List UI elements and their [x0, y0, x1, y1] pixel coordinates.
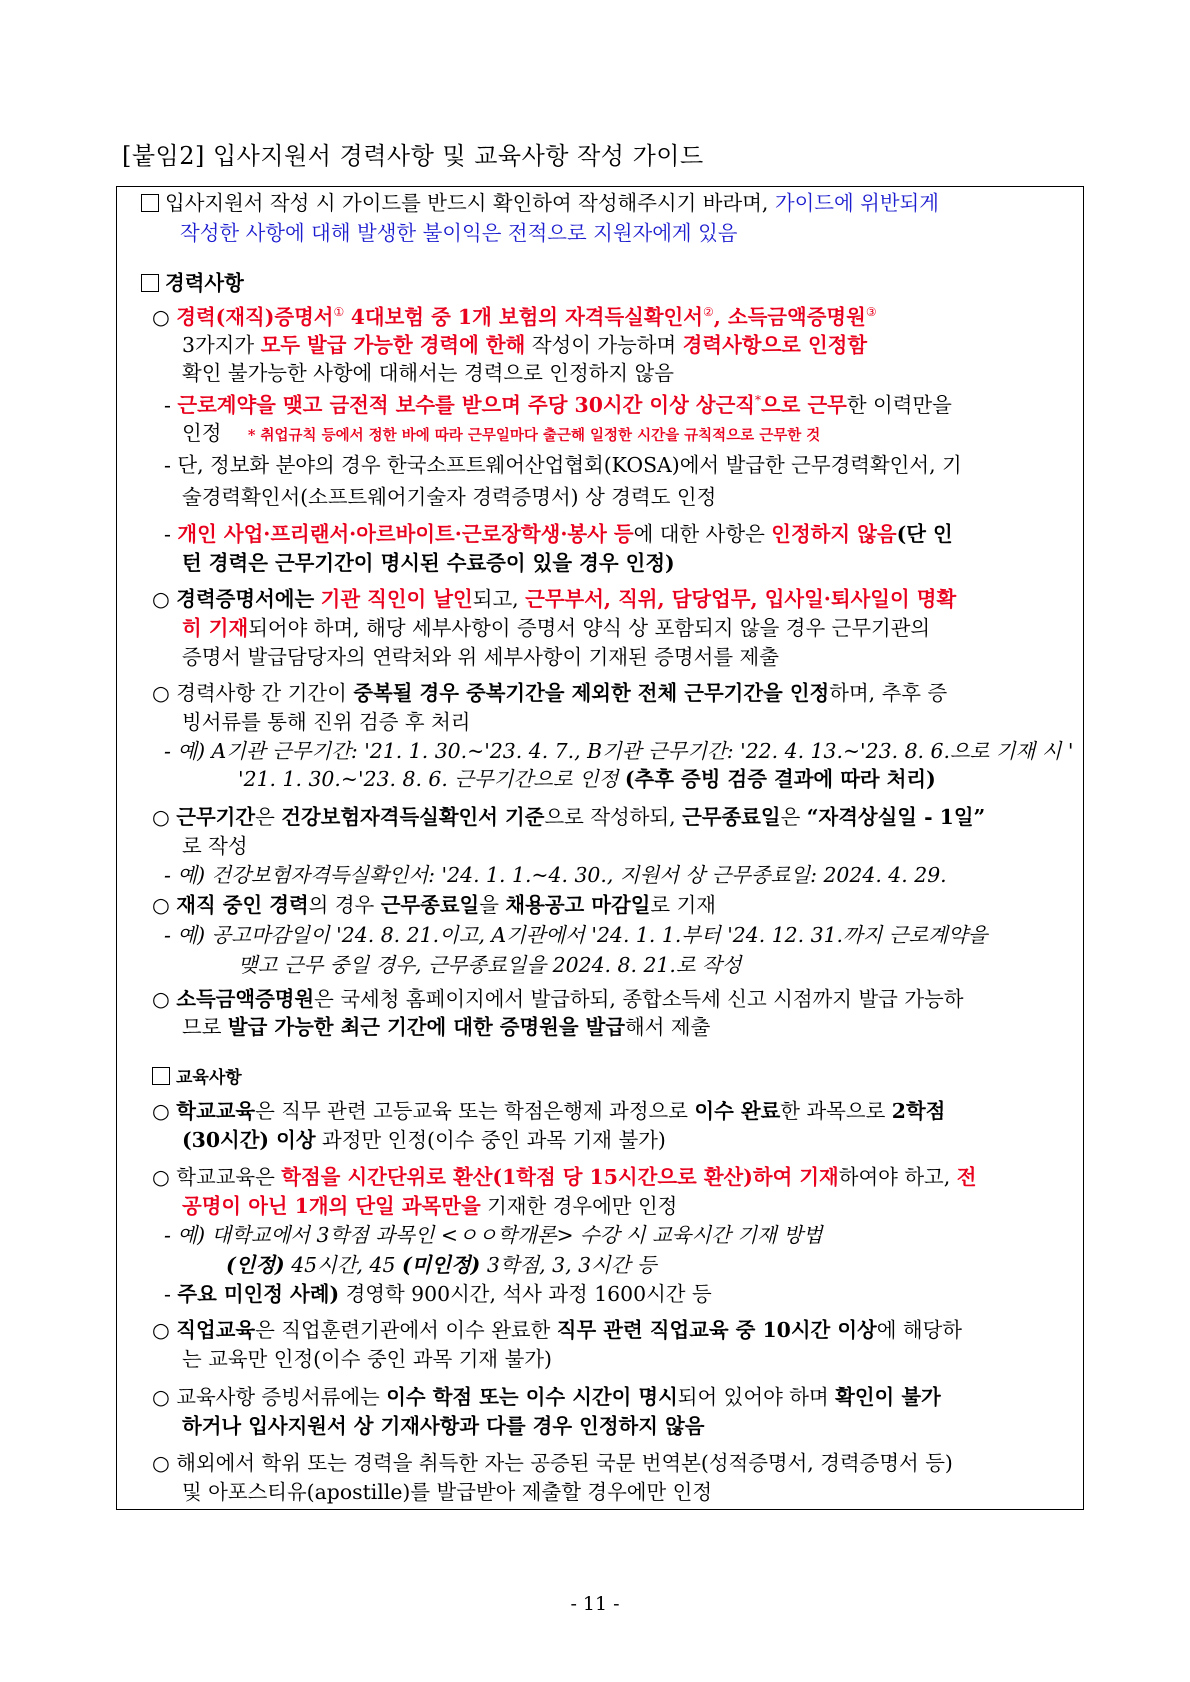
text-run: 4대보험 중 1개 보험의 자격득실확인서	[350, 305, 703, 329]
career-p4-line-2: 로 작성	[182, 834, 248, 858]
text-run: 에 대한 사항은	[633, 522, 765, 546]
text-run: 하며, 추후 증	[829, 681, 948, 705]
text-run: ③	[865, 305, 877, 320]
text-run: 작성이 가능하며	[531, 333, 677, 357]
text-run: 인정하지 않음	[771, 522, 897, 546]
text-run: 되어 있어야 하며	[677, 1385, 829, 1409]
text-run: 교육사항	[176, 1068, 242, 1088]
text-run: 예) A기관 근무기간: '21. 1. 30.~'23. 4. 7., B기관 근무기간: '22. 4. 13.~'23. 8. 6.으로 기재 시 '	[177, 739, 1074, 763]
text-run: 확인이 불가	[835, 1385, 941, 1409]
text-run: 직업교육	[176, 1318, 256, 1342]
text-run: 근무기간	[176, 805, 256, 829]
career-p5-line-1: ○ 재직 중인 경력의 경우 근무종료일을 채용공고 마감일로 기재	[152, 893, 716, 917]
text-run: 한 이력만을	[846, 393, 952, 417]
education-p1-line-2	[182, 1126, 666, 1154]
text-run: 가이드에 위반되게	[774, 191, 939, 215]
text-run: 근로계약을 맺고 금전적 보수를 받으며 주당 30시간 이상 상근직	[177, 393, 755, 417]
career-d3-line-1: - 개인 사업·프리랜서·아르바이트·근로장학생·봉사 등에 대한 사항은 인정하지 않음(단 인	[164, 522, 953, 546]
career-p2-line-2	[182, 614, 930, 642]
checkbox-icon	[141, 194, 159, 212]
career-p3-example-2	[238, 765, 936, 793]
text-run: 45시간, 45	[291, 1253, 396, 1277]
text-run: 의 경우	[308, 893, 375, 917]
text-run: 근무종료일	[682, 805, 781, 829]
text-run: (단 인	[896, 522, 953, 546]
text-run: 발급 가능한 최근 기간에 대한 증명원을 발급	[227, 1015, 626, 1039]
education-p1-line-1: ○ 학교교육은 직무 관련 고등교육 또는 학점은행제 과정으로 이수 완료한 과목으로 2학점	[152, 1099, 946, 1123]
intro-line-1	[141, 189, 939, 217]
text-run: 경력증명서에는	[176, 587, 315, 611]
text-run: 은	[780, 805, 801, 829]
text-run: 으로 작성하되,	[544, 805, 676, 829]
text-run: 채용공고 마감일	[505, 893, 651, 917]
text-run: 근무종료일	[380, 893, 480, 917]
text-run: 중복될 경우 중복기간을 제외한 전체 근무기간을 인정	[353, 681, 830, 705]
text-run: 히 기재	[182, 616, 249, 640]
text-run: 예) 공고마감일이 '24. 8. 21.이고, A기관에서 '24. 1. 1.부터 '24. 12. 31.까지 근로계약을	[177, 923, 988, 947]
education-p4-line-1: ○ 교육사항 증빙서류에는 이수 학점 또는 이수 시간이 명시되어 있어야 하며 확인이 불가	[152, 1385, 941, 1409]
career-p2-line-3: 증명서 발급담당자의 연락처와 위 세부사항이 기재된 증명서를 제출	[182, 645, 779, 669]
education-p2-example-3: - 주요 미인정 사례) 경영학 900시간, 석사 과정 1600시간 등	[164, 1282, 712, 1306]
text-run: 되어야 하며, 해당 세부사항이 증명서 양식 상 포함되지 않을 경우 근무기관의	[248, 616, 931, 640]
text-run: 이수 학점 또는 이수 시간이 명시	[386, 1385, 678, 1409]
text-run: 예) 건강보험자격득실확인서: '24. 1. 1.~4. 30., 지원서 상 근무종료일: 2024. 4. 29.	[177, 863, 947, 887]
education-section-title	[152, 1062, 242, 1092]
career-d2-line-1: - 단, 정보화 분야의 경우 한국소프트웨어산업협회(KOSA)에서 발급한 근무경력확인서, 기	[164, 453, 962, 477]
text-run: 로 기재	[650, 893, 716, 917]
text-run: 입사지원서 작성 시 가이드를 반드시 확인하여 작성해주시기 바라며,	[165, 191, 769, 215]
career-d2-line-2: 술경력확인서(소프트웨어기술자 경력증명서) 상 경력도 인정	[182, 485, 717, 509]
checkbox-icon	[152, 1067, 170, 1085]
text-run: 단, 정보화 분야의 경우 한국소프트웨어산업협회(KOSA)에서 발급한 근무경력확인서, 기	[177, 453, 962, 477]
career-p1-line-3: 확인 불가능한 사항에 대해서는 경력으로 인정하지 않음	[182, 361, 674, 385]
text-run: 재직 중인 경력	[176, 893, 309, 917]
text-run: (30시간) 이상	[182, 1128, 316, 1152]
text-run: 을	[479, 893, 499, 917]
career-p6-line-2	[182, 1013, 710, 1041]
career-p3-line-1: ○ 경력사항 간 기간이 중복될 경우 중복기간을 제외한 전체 근무기간을 인정하며, 추후 증	[152, 681, 948, 705]
text-run: 하여야 하고,	[838, 1165, 951, 1189]
education-p3-line-1: ○ 직업교육은 직업훈련기관에서 이수 완료한 직무 관련 직업교육 중 10시간 이상에 해당하	[152, 1318, 962, 1342]
text-run: (미인정)	[401, 1253, 481, 1277]
education-p5-line-1: ○ 해외에서 학위 또는 경력을 취득한 자는 공증된 국문 번역본(성적증명서, 경력증명서 등)	[152, 1451, 953, 1475]
education-p4-line-2: 하거나 입사지원서 상 기재사항과 다를 경우 인정하지 않음	[182, 1414, 705, 1438]
career-d3-line-2: 턴 경력은 근무기간이 명시된 수료증이 있을 경우 인정)	[182, 551, 675, 575]
career-section-title	[141, 269, 244, 297]
text-run: 모두 발급 가능한 경력에 한해	[260, 333, 526, 357]
career-p2-line-1: ○ 경력증명서에는 기관 직인이 날인되고, 근무부서, 직위, 담당업무, 입사일·퇴사일이 명확	[152, 587, 957, 611]
page-title: [붙임2] 입사지원서 경력사항 및 교육사항 작성 가이드	[122, 142, 704, 170]
text-run: 교육사항 증빙서류에는	[176, 1385, 380, 1409]
text-run: 개인 사업·프리랜서·아르바이트·근로장학생·봉사 등	[177, 522, 634, 546]
footnote: * 취업규칙 등에서 정한 바에 따라 근무일마다 출근해 일정한 시간을 규칙적으로 근무한 것	[247, 427, 821, 444]
text-run: , 소득금액증명원	[713, 305, 866, 329]
career-d1-line-2	[182, 419, 820, 450]
text-run: 에 해당하	[876, 1318, 962, 1342]
career-p3-line-2: 빙서류를 통해 진위 검증 후 처리	[182, 710, 471, 734]
text-run: 한 과목으로	[780, 1099, 886, 1123]
text-run: 은	[255, 805, 275, 829]
text-run: 직무 관련 직업교육 중 10시간 이상	[556, 1318, 877, 1342]
text-run: 은 국세청 홈페이지에서 발급하되, 종합소득세 신고 시점까지 발급 가능하	[314, 987, 964, 1011]
text-run: 므로	[182, 1015, 222, 1039]
text-run: 경력사항 간 기간이	[176, 681, 347, 705]
text-run: 학교교육은	[176, 1165, 275, 1189]
text-run: ①	[333, 305, 345, 320]
text-run: 해외에서 학위 또는 경력을 취득한 자는 공증된 국문 번역본(성적증명서, 경력증명서 등)	[176, 1451, 953, 1475]
career-p6-line-1: ○ 소득금액증명원은 국세청 홈페이지에서 발급하되, 종합소득세 신고 시점까지 발급 가능하	[152, 987, 964, 1011]
text-run: (인정)	[226, 1253, 285, 1277]
text-run: 소득금액증명원	[176, 987, 315, 1011]
career-p1-line-1: ○ 경력(재직)증명서① 4대보험 중 1개 보험의 자격득실확인서②, 소득금액증명원③	[152, 305, 877, 329]
education-p2-line-1: ○ 학교교육은 학점을 시간단위로 환산(1학점 당 15시간으로 환산)하여 기재하여야 하고, 전	[152, 1165, 977, 1189]
text-run: 건강보험자격득실확인서 기준	[281, 805, 545, 829]
text-run: 이수 완료	[694, 1099, 781, 1123]
text-run: 전	[956, 1165, 977, 1189]
checkbox-icon	[141, 274, 159, 292]
text-run: 경영학 900시간, 석사 과정 1600시간 등	[345, 1282, 712, 1306]
career-p5-example-2: 맺고 근무 중일 경우, 근무종료일을 2024. 8. 21.로 작성	[238, 953, 742, 977]
text-run: 학점을 시간단위로 환산(1학점 당 15시간으로 환산)하여 기재	[281, 1165, 839, 1189]
text-run: ②	[702, 305, 714, 320]
text-run: 3가지가	[182, 333, 255, 357]
text-run: (추후 증빙 검증 결과에 따라 처리)	[624, 767, 936, 791]
text-run: 인정	[182, 421, 222, 445]
text-run: 학교교육	[176, 1099, 256, 1123]
text-run: 경력사항	[165, 271, 244, 295]
intro-line-2: 작성한 사항에 대해 발생한 불이익은 전적으로 지원자에게 있음	[180, 221, 738, 245]
page-number: - 11 -	[570, 1593, 620, 1615]
text-run: '21. 1. 30.~'23. 8. 6. 근무기간으로 인정	[238, 767, 619, 791]
text-run: 은 직무 관련 고등교육 또는 학점은행제 과정으로	[255, 1099, 688, 1123]
career-p1-line-2	[182, 331, 867, 359]
text-run: 해서 제출	[625, 1015, 711, 1039]
text-run: 은 직업훈련기관에서 이수 완료한	[255, 1318, 551, 1342]
education-p2-line-2	[182, 1192, 677, 1220]
text-run: *	[754, 393, 761, 408]
education-p2-example-1: - 예) 대학교에서 3학점 과목인 <ㅇㅇ학개론> 수강 시 교육시간 기재 방법	[164, 1223, 823, 1247]
text-run: 기관 직인이 날인	[320, 587, 473, 611]
text-run: 3학점, 3, 3시간 등	[486, 1253, 657, 1277]
text-run: 공명이 아닌 1개의 단일 과목만을	[182, 1194, 481, 1218]
education-p3-line-2: 는 교육만 인정(이수 중인 과목 기재 불가)	[182, 1347, 552, 1371]
text-run: 기재한 경우에만 인정	[487, 1194, 678, 1218]
text-run: 경력사항으로 인정함	[682, 333, 868, 357]
career-p4-example: - 예) 건강보험자격득실확인서: '24. 1. 1.~4. 30., 지원서 상 근무종료일: 2024. 4. 29.	[164, 863, 947, 887]
education-p2-example-2	[226, 1251, 657, 1279]
text-run: 주요 미인정 사례)	[177, 1282, 340, 1306]
career-p5-example-1: - 예) 공고마감일이 '24. 8. 21.이고, A기관에서 '24. 1. 1.부터 '24. 12. 31.까지 근로계약을	[164, 923, 988, 947]
career-d1-line-1: - 근로계약을 맺고 금전적 보수를 받으며 주당 30시간 이상 상근직*으로 근무한 이력만을	[164, 393, 952, 417]
career-p4-line-1: ○ 근무기간은 건강보험자격득실확인서 기준으로 작성하되, 근무종료일은 “자격상실일 - 1일”	[152, 805, 986, 829]
text-run: 경력(재직)증명서	[176, 305, 334, 329]
text-run: 되고,	[472, 587, 519, 611]
career-p3-example-1: - 예) A기관 근무기간: '21. 1. 30.~'23. 4. 7., B기관 근무기간: '22. 4. 13.~'23. 8. 6.으로 기재 시 '	[164, 739, 1074, 763]
text-run: 과정만 인정(이수 중인 과목 기재 불가)	[322, 1128, 666, 1152]
text-run: 2학점	[891, 1099, 946, 1123]
text-run: 예) 대학교에서 3학점 과목인 <ㅇㅇ학개론> 수강 시 교육시간 기재 방법	[177, 1223, 823, 1247]
text-run: 근무부서, 직위, 담당업무, 입사일·퇴사일이 명확	[525, 587, 957, 611]
text-run: “자격상실일 - 1일”	[806, 805, 986, 829]
education-p5-line-2: 및 아포스티유(apostille)를 발급받아 제출할 경우에만 인정	[182, 1480, 713, 1504]
text-run: 으로 근무	[760, 393, 847, 417]
